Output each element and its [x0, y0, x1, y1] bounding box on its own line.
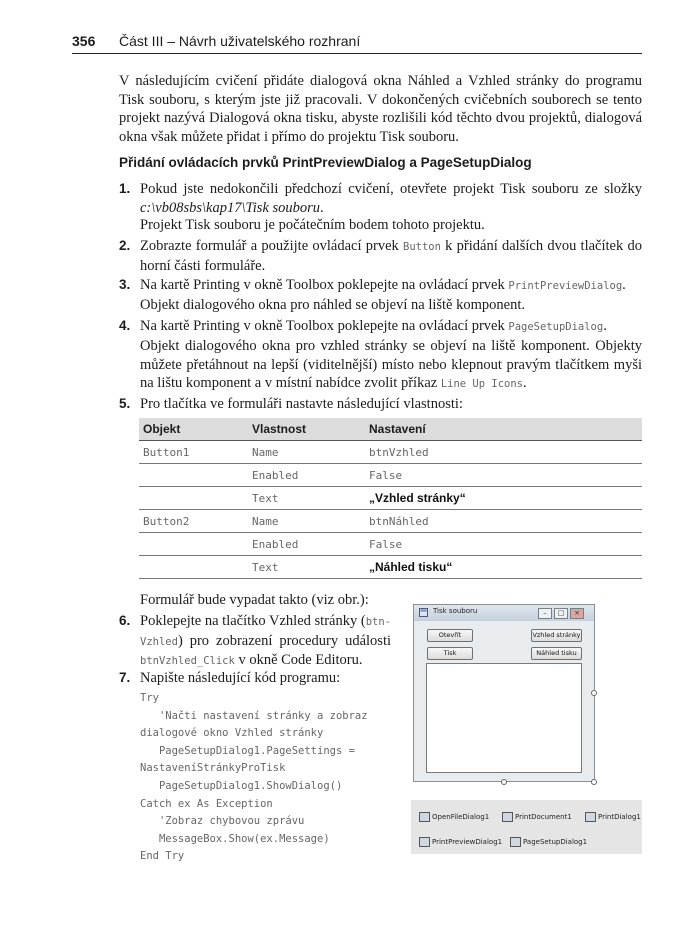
title-bar: [414, 605, 594, 621]
properties-table: [139, 418, 642, 579]
component-icon: [419, 837, 430, 847]
window-title: Tisk souboru: [433, 607, 478, 615]
close-icon[interactable]: ×: [570, 608, 584, 619]
step-4: 4. Na kartě Printing v okně Toolbox poklepejte na ovládací prvek PageSetupDialog.: [119, 318, 607, 334]
form-note: Formulář bude vypadat takto (viz obr.):: [140, 592, 369, 608]
component-page-setup-dialog[interactable]: PageSetupDialog1: [510, 837, 587, 847]
component-print-preview-dialog[interactable]: PrintPreviewDialog1: [419, 837, 502, 847]
component-icon: [585, 812, 596, 822]
code-line: End Try: [140, 850, 185, 863]
code-line: dialogové okno Vzhled stránky: [140, 727, 324, 740]
chapter-title: Část III – Návrh uživatelského rozhraní: [119, 33, 361, 49]
section-heading: Přidání ovládacích prvků PrintPreviewDialog a PageSetupDialog: [119, 155, 532, 170]
table-row: Text „Náhled tisku“: [139, 556, 642, 579]
intro-paragraph: V následujícím cvičení přidáte dialogová okna Náhled a Vzhled stránky do programu Tisk souboru, s kterým jste již pracovali. V dokončených cvičebních souborech se tento projekt nazývá Dialogová okna tisku, abyste rozlišili kód těchto dvou projektů, dialogová okna však můžete přidat i přímo do projektu Tisk souboru.: [119, 73, 642, 145]
resize-handle[interactable]: [591, 779, 597, 785]
code-line: NastaveníStránkyProTisk: [140, 762, 286, 775]
resize-handle[interactable]: [501, 779, 507, 785]
component-print-dialog[interactable]: PrintDialog1: [585, 812, 641, 822]
code-line: PageSetupDialog1.ShowDialog(): [140, 779, 343, 792]
component-icon: [510, 837, 521, 847]
component-icon: [419, 812, 430, 822]
page-number: 356: [72, 33, 96, 49]
print-button[interactable]: Tisk: [427, 647, 473, 660]
step-6: 6. Poklepejte na tlačítko Vzhled stránky (btn-Vzhled) pro zobrazení procedury události btnVzhled_Click v okně Code Editoru.: [119, 613, 391, 668]
col-header-objekt: Objekt: [139, 418, 248, 441]
step-5: 5. Pro tlačítka ve formuláři nastavte následující vlastnosti:: [119, 396, 463, 412]
print-preview-button[interactable]: Náhled tisku: [531, 647, 582, 660]
step-4-note: Objekt dialogového okna pro vzhled stránky se objeví na liště komponent. Objekty můžete přetáhnout na lepší (viditelnější) místo nebo klepnout pravým tlačítkem myši na lištu komponent a v místní nabídce zvolit příkaz Line Up Icons.: [140, 338, 642, 391]
maximize-icon[interactable]: □: [554, 608, 568, 619]
table-row: Button1 Name btnVzhled: [139, 441, 642, 464]
code-line: 'Zobraz chybovou zprávu: [140, 815, 305, 828]
code-line: 'Načti nastavení stránky a zobraz: [140, 709, 368, 722]
table-row: Button2 Name btnNáhled: [139, 510, 642, 533]
step-1-note: Projekt Tisk souboru je počátečním bodem tohoto projektu.: [140, 217, 485, 233]
folder-path: c:\vb08sbs\kap17\Tisk souboru: [140, 199, 321, 216]
component-icon: [502, 812, 513, 822]
component-open-file-dialog[interactable]: OpenFileDialog1: [419, 812, 489, 822]
code-line: MessageBox.Show(ex.Message): [140, 832, 330, 845]
code-line: Catch ex As Exception: [140, 797, 273, 810]
col-header-vlastnost: Vlastnost: [248, 418, 365, 441]
step-2: 2. Zobrazte formulář a použijte ovládací prvek Button k přidání dalších dvou tlačítek do horní části formuláře.: [119, 238, 642, 274]
table-row: Text „Vzhled stránky“: [139, 487, 642, 510]
code-block: [140, 690, 368, 866]
component-tray: [411, 800, 642, 854]
resize-handle[interactable]: [591, 690, 597, 696]
step-7: 7. Napište následující kód programu:: [119, 670, 341, 686]
text-area[interactable]: [426, 663, 582, 773]
form-icon: [419, 608, 428, 617]
col-header-nastaveni: Nastavení: [365, 418, 642, 441]
header-rule: [72, 53, 642, 54]
table-row: Enabled False: [139, 464, 642, 487]
minimize-icon[interactable]: –: [538, 608, 552, 619]
table-header-row: [139, 418, 642, 441]
table-row: Enabled False: [139, 533, 642, 556]
step-3-note: Objekt dialogového okna pro náhled se objeví na liště komponent.: [140, 297, 525, 313]
open-button[interactable]: Otevřít: [427, 629, 473, 642]
step-1: 1. Pokud jste nedokončili předchozí cvičení, otevřete projekt Tisk souboru ze složky c:\vb08sbs\kap17\Tisk souboru.: [119, 181, 642, 216]
page-setup-button[interactable]: Vzhled stránky: [531, 629, 582, 642]
code-line: PageSetupDialog1.PageSettings =: [140, 744, 355, 757]
page-header: [72, 33, 642, 49]
code-line: Try: [140, 692, 159, 704]
form-window: [413, 604, 595, 782]
component-print-document[interactable]: PrintDocument1: [502, 812, 572, 822]
step-3: 3. Na kartě Printing v okně Toolbox poklepejte na ovládací prvek PrintPreviewDialog.: [119, 277, 626, 293]
